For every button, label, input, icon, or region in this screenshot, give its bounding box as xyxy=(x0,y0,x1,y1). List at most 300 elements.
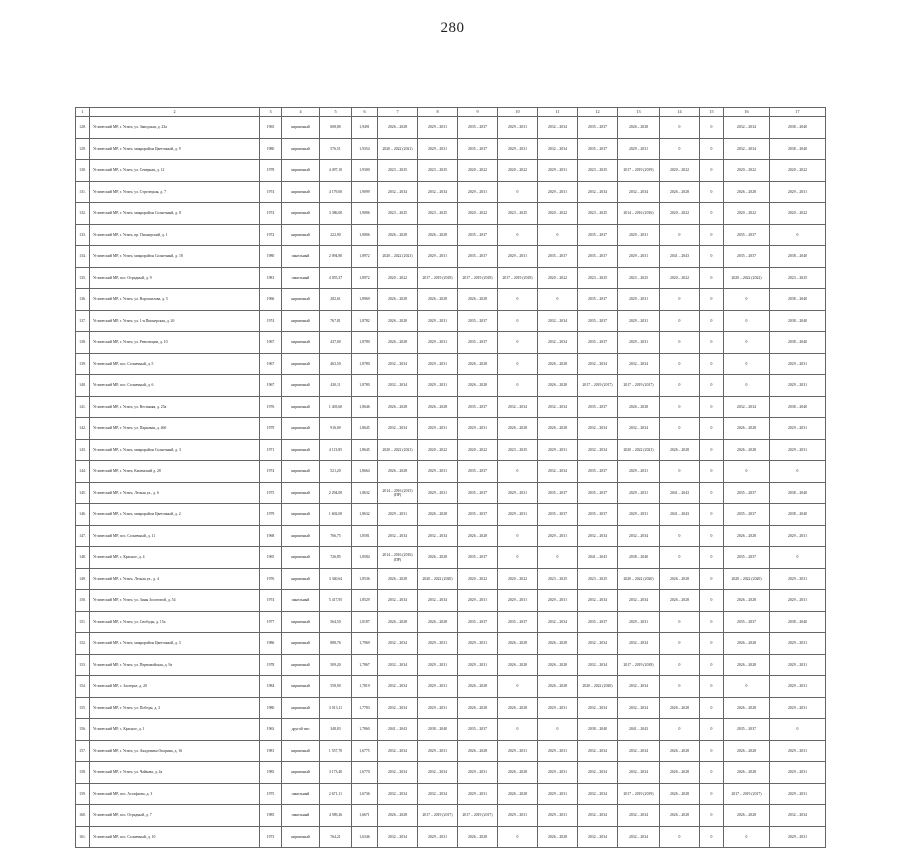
table-cell: 2029 – 2031 xyxy=(418,655,458,676)
table-cell: 0 xyxy=(660,139,700,160)
table-row xyxy=(76,762,826,784)
table-cell: 2026 – 2028 xyxy=(538,633,578,655)
table-cell: 159. xyxy=(76,784,90,805)
table-cell: 0 xyxy=(770,461,826,483)
table-cell: 2026 – 2028 xyxy=(458,289,498,311)
table-cell: панельный xyxy=(282,590,320,612)
table-cell: 2026 – 2028 xyxy=(498,633,538,655)
table-cell: 726,85 xyxy=(320,547,352,569)
table-cell: кирпичный xyxy=(282,397,320,418)
table-cell: 2032 – 2034 xyxy=(618,590,660,612)
column-number: 9 xyxy=(458,108,498,117)
table-cell: 767,81 xyxy=(320,311,352,332)
table-cell: 2041 – 2043 xyxy=(378,719,418,741)
table-cell: 2038 – 2040 xyxy=(418,719,458,741)
table-cell: 2017 – 2019 (2018) xyxy=(418,268,458,289)
table-row xyxy=(76,483,826,504)
table-cell: 2029 – 2031 xyxy=(418,354,458,375)
table-cell: 1968 xyxy=(260,526,282,547)
table-cell: 0 xyxy=(724,289,770,311)
table-cell: 1,6671 xyxy=(352,805,378,827)
address-cell: Углический МР, г. Углич, ул. Первомайская, д. 9а xyxy=(90,655,260,676)
table-row xyxy=(76,461,826,483)
table-cell: 139. xyxy=(76,354,90,375)
table-cell: 2035 – 2037 xyxy=(458,461,498,483)
table-cell: 2020 – 2022 xyxy=(458,440,498,461)
table-cell: 2026 – 2028 xyxy=(378,805,418,827)
address-cell: Углический МР, пос. Солнечный, д. 10 xyxy=(90,827,260,848)
table-cell: 2026 – 2028 xyxy=(418,547,458,569)
table-cell: 0 xyxy=(498,311,538,332)
table-row xyxy=(76,633,826,655)
table-cell: 137. xyxy=(76,311,90,332)
table-cell: 2026 – 2028 xyxy=(418,225,458,246)
table-cell: 764,21 xyxy=(320,827,352,848)
column-number: 8 xyxy=(418,108,458,117)
table-cell: 2029 – 2031 xyxy=(770,633,826,655)
table-cell: 2032 – 2034 xyxy=(378,762,418,784)
table-cell: 0 xyxy=(660,612,700,633)
table-cell: 1978 xyxy=(260,160,282,182)
table-cell: кирпичный xyxy=(282,354,320,375)
table-cell: 0 xyxy=(724,827,770,848)
table-cell: 2029 – 2031 xyxy=(498,504,538,526)
table-cell: 2035 – 2037 xyxy=(724,246,770,268)
table-cell: 2020 – 2022 xyxy=(498,569,538,590)
table-cell: 2029 – 2031 xyxy=(458,655,498,676)
table-cell: 1965 xyxy=(260,547,282,569)
table-cell: 2020 – 2022 xyxy=(770,160,826,182)
table-cell: 3 386,00 xyxy=(320,203,352,225)
table-cell: 1,8581 xyxy=(352,526,378,547)
table-row xyxy=(76,418,826,440)
table-cell: кирпичный xyxy=(282,483,320,504)
table-cell: 1,8536 xyxy=(352,569,378,590)
table-cell: 2029 – 2031 xyxy=(538,526,578,547)
table-cell: 2032 – 2034 xyxy=(578,633,618,655)
table-cell: 2026 – 2028 xyxy=(724,182,770,203)
table-cell: 2035 – 2037 xyxy=(578,332,618,354)
table-cell: кирпичный xyxy=(282,741,320,762)
table-row xyxy=(76,203,826,225)
table-cell: 2026 – 2028 xyxy=(660,698,700,719)
table-cell: 2032 – 2034 xyxy=(538,397,578,418)
table-cell: 2029 – 2031 xyxy=(538,741,578,762)
table-cell: 2035 – 2037 xyxy=(578,311,618,332)
table-cell: 1,9300 xyxy=(352,160,378,182)
table-cell: 156. xyxy=(76,719,90,741)
table-cell: 2029 – 2031 xyxy=(770,418,826,440)
table-cell: 0 xyxy=(660,676,700,698)
table-cell: 4 497,10 xyxy=(320,160,352,182)
table-cell: 2020 – 2022 (2021) xyxy=(378,139,418,160)
table-cell: 2032 – 2034 xyxy=(578,354,618,375)
address-cell: Углический МР, г. Углич, Лесная ул., д. 6 xyxy=(90,483,260,504)
table-cell: 1,9006 xyxy=(352,203,378,225)
table-cell: 2 094,80 xyxy=(320,246,352,268)
table-cell: 0 xyxy=(724,676,770,698)
table-cell: 0 xyxy=(700,246,724,268)
table-cell: 2035 – 2037 xyxy=(724,719,770,741)
table-cell: 2032 – 2034 xyxy=(378,375,418,397)
table-cell: 0 xyxy=(700,225,724,246)
table-cell: 0 xyxy=(700,784,724,805)
table-cell: 0 xyxy=(724,311,770,332)
table-cell: 2032 – 2034 xyxy=(618,676,660,698)
table-cell: панельный xyxy=(282,246,320,268)
table-cell: 2038 – 2040 xyxy=(770,117,826,139)
table-cell: 2026 – 2028 xyxy=(724,741,770,762)
table-cell: 2029 – 2031 xyxy=(770,784,826,805)
address-cell: Углический МР, г. Углич, Лесная ул., д. 4 xyxy=(90,569,260,590)
table-cell: 2029 – 2031 xyxy=(770,676,826,698)
table-cell: 130. xyxy=(76,160,90,182)
table-cell: 2017 – 2019 (2019) xyxy=(618,784,660,805)
table-cell: 2041 – 2043 xyxy=(578,547,618,569)
table-cell: 2026 – 2028 xyxy=(724,418,770,440)
table-cell: 3 173,40 xyxy=(320,762,352,784)
table-cell: 2032 – 2034 xyxy=(378,655,418,676)
table-cell: 1976 xyxy=(260,569,282,590)
table-cell: 152. xyxy=(76,633,90,655)
table-row xyxy=(76,526,826,547)
table-cell: 2026 – 2028 xyxy=(660,569,700,590)
table-cell: 2029 – 2031 xyxy=(498,246,538,268)
table-cell: 2026 – 2028 xyxy=(458,827,498,848)
table-cell: 2029 – 2031 xyxy=(538,160,578,182)
table-cell: кирпичный xyxy=(282,547,320,569)
table-cell: 2026 – 2028 xyxy=(378,332,418,354)
table-cell: 2023 – 2025 xyxy=(498,203,538,225)
table-cell: 2038 – 2040 xyxy=(770,332,826,354)
table-cell: 150. xyxy=(76,590,90,612)
table-cell: 131. xyxy=(76,182,90,203)
table-cell: 2032 – 2034 xyxy=(724,397,770,418)
table-row xyxy=(76,246,826,268)
table-cell: 2032 – 2034 xyxy=(578,418,618,440)
table-cell: 0 xyxy=(498,375,538,397)
table-cell: 2020 – 2022 xyxy=(498,160,538,182)
table-cell: 2023 – 2025 xyxy=(538,569,578,590)
table-cell: 2026 – 2028 xyxy=(378,461,418,483)
table-row xyxy=(76,547,826,569)
table-cell: 1,7867 xyxy=(352,655,378,676)
table-cell: 1979 xyxy=(260,504,282,526)
table-cell: 0 xyxy=(700,655,724,676)
table-cell: 0 xyxy=(700,676,724,698)
table-cell: 2035 – 2037 xyxy=(538,483,578,504)
table-cell: 2035 – 2037 xyxy=(458,117,498,139)
table-cell: 1980 xyxy=(260,698,282,719)
table-row xyxy=(76,655,826,676)
table-cell: 463,50 xyxy=(320,354,352,375)
table-cell: 2032 – 2034 xyxy=(378,741,418,762)
table-cell: 2032 – 2034 xyxy=(618,698,660,719)
table-row xyxy=(76,612,826,633)
table-cell: кирпичный xyxy=(282,827,320,848)
address-cell: Углический МР, г. Углич, ул. Победы, д. 3 xyxy=(90,698,260,719)
table-cell: 2017 – 2019 (2017) xyxy=(618,375,660,397)
table-cell: 2038 – 2040 xyxy=(770,504,826,526)
table-cell: 2029 – 2031 xyxy=(618,225,660,246)
page-number: 280 xyxy=(440,20,465,36)
address-cell: Углический МР, г. Углич, ул. Чайкова, д. 4а xyxy=(90,762,260,784)
table-cell: 2029 – 2031 xyxy=(618,483,660,504)
table-cell: 1967 xyxy=(260,332,282,354)
table-cell: 2035 – 2037 xyxy=(724,547,770,569)
table-cell: 2032 – 2034 xyxy=(618,418,660,440)
table-cell: 1,7969 xyxy=(352,633,378,655)
table-cell: 149. xyxy=(76,569,90,590)
table-cell: 2026 – 2028 xyxy=(724,805,770,827)
table-cell: 0 xyxy=(660,311,700,332)
table-cell: 2041 – 2043 xyxy=(618,719,660,741)
table-row xyxy=(76,139,826,160)
table-cell: 2029 – 2031 xyxy=(770,590,826,612)
table-cell: 1974 xyxy=(260,182,282,203)
table-cell: 2023 – 2025 xyxy=(418,203,458,225)
address-cell: Углический МР, с. Красное, д. 1 xyxy=(90,719,260,741)
table-row xyxy=(76,311,826,332)
table-cell: 2 671,11 xyxy=(320,784,352,805)
table-cell: 4 589,26 xyxy=(320,805,352,827)
table-cell: 134. xyxy=(76,246,90,268)
table-cell: 1,8969 xyxy=(352,289,378,311)
table-cell: 0 xyxy=(724,354,770,375)
table-cell: 2035 – 2037 xyxy=(578,225,618,246)
table-cell: 2029 – 2031 xyxy=(618,612,660,633)
table-cell: 2029 – 2031 xyxy=(618,139,660,160)
address-cell: Углический МР, г. Углич, ул. Зины Золотовой, д. 54 xyxy=(90,590,260,612)
table-cell: 1967 xyxy=(260,354,282,375)
table-cell: 2029 – 2031 xyxy=(458,784,498,805)
table-cell: 2023 – 2025 xyxy=(770,268,826,289)
table-cell: 2029 – 2031 xyxy=(458,418,498,440)
table-cell: 2020 – 2022 xyxy=(660,203,700,225)
table-cell: 2035 – 2037 xyxy=(458,225,498,246)
table-cell: 2020 – 2022 xyxy=(538,203,578,225)
table-cell: 2020 – 2022 xyxy=(660,160,700,182)
table-cell: 2029 – 2031 xyxy=(538,805,578,827)
table-cell: 576,51 xyxy=(320,139,352,160)
table-cell: 2020 – 2022 xyxy=(418,440,458,461)
table-cell: 2032 – 2034 xyxy=(578,784,618,805)
column-number: 1 xyxy=(76,108,90,117)
table-cell: 2029 – 2031 xyxy=(538,182,578,203)
table-cell: 2023 – 2025 xyxy=(578,569,618,590)
table-cell: 2032 – 2034 xyxy=(578,655,618,676)
table-cell: 2029 – 2031 xyxy=(538,440,578,461)
table-cell: 2032 – 2034 xyxy=(578,805,618,827)
table-cell: 1,6736 xyxy=(352,784,378,805)
table-cell: 2035 – 2037 xyxy=(538,504,578,526)
table-cell: 2029 – 2031 xyxy=(538,698,578,719)
table-cell: 1,7783 xyxy=(352,698,378,719)
table-cell: кирпичный xyxy=(282,225,320,246)
table-cell: 1972 xyxy=(260,225,282,246)
table-cell: 1980 xyxy=(260,246,282,268)
address-cell: Углический МР, пос. Отрадный, д. 9 xyxy=(90,268,260,289)
table-cell: 2038 – 2040 xyxy=(578,719,618,741)
table-cell: 1,8529 xyxy=(352,590,378,612)
table-cell: 2035 – 2037 xyxy=(458,332,498,354)
table-cell: 2029 – 2031 xyxy=(618,289,660,311)
table-cell: 0 xyxy=(660,655,700,676)
table-cell: 2026 – 2028 xyxy=(538,418,578,440)
table-cell: 2029 – 2031 xyxy=(538,590,578,612)
table-cell: 2023 – 2025 xyxy=(578,160,618,182)
table-cell: 1978 xyxy=(260,655,282,676)
table-cell: 2032 – 2034 xyxy=(418,526,458,547)
table-cell: 2026 – 2028 xyxy=(538,655,578,676)
address-cell: Углический МР, г. Углич, микрорайон Солнечный, д. 3 xyxy=(90,440,260,461)
table-cell: 0 xyxy=(700,160,724,182)
table-row xyxy=(76,375,826,397)
table-cell: панельный xyxy=(282,784,320,805)
table-cell: 2029 – 2031 xyxy=(418,827,458,848)
table-cell: 1974 xyxy=(260,461,282,483)
table-cell: 2035 – 2037 xyxy=(578,397,618,418)
table-cell: кирпичный xyxy=(282,461,320,483)
table-cell: 1966 xyxy=(260,289,282,311)
address-cell: Углический МР, г. Углич, ул. Весенняя, д. 25а xyxy=(90,397,260,418)
table-cell: 2032 – 2034 xyxy=(770,805,826,827)
table-cell: 2026 – 2028 xyxy=(458,741,498,762)
table-cell: кирпичный xyxy=(282,203,320,225)
table-cell: 0 xyxy=(660,827,700,848)
table-cell: 2029 – 2031 xyxy=(618,332,660,354)
table-cell: 2032 – 2034 xyxy=(538,612,578,633)
table-cell: 1,8780 xyxy=(352,375,378,397)
table-cell: кирпичный xyxy=(282,569,320,590)
table-cell: кирпичный xyxy=(282,160,320,182)
table-row xyxy=(76,117,826,139)
table-cell: 129. xyxy=(76,139,90,160)
table-cell: 143. xyxy=(76,440,90,461)
table-row xyxy=(76,784,826,805)
table-cell: 161. xyxy=(76,827,90,848)
address-cell: Углический МР, г. Углич, ул. Парковая, д. 46б xyxy=(90,418,260,440)
table-cell: кирпичный xyxy=(282,655,320,676)
table-cell: 2026 – 2028 xyxy=(498,784,538,805)
table-cell: 1,9491 xyxy=(352,117,378,139)
address-cell: Углический МР, г. Углич, ул. Ворошилова, д. 5 xyxy=(90,289,260,311)
table-cell: 0 xyxy=(700,590,724,612)
table-cell: кирпичный xyxy=(282,676,320,698)
table-cell: 2029 – 2031 xyxy=(770,440,826,461)
table-cell: 2032 – 2034 xyxy=(538,311,578,332)
table-cell: 2023 – 2025 xyxy=(378,160,418,182)
address-cell: Углический МР, пос. Солнечный, д. 11 xyxy=(90,526,260,547)
address-cell: Углический МР, с. Заозерье, д. 20 xyxy=(90,676,260,698)
table-cell: 2026 – 2028 xyxy=(660,741,700,762)
table-cell: 2029 – 2031 xyxy=(378,504,418,526)
table-cell: 2041 – 2043 xyxy=(660,504,700,526)
table-cell: 147. xyxy=(76,526,90,547)
table-cell: 142. xyxy=(76,418,90,440)
table-cell: 2017 – 2019 (2017) xyxy=(578,375,618,397)
table-cell: 2035 – 2037 xyxy=(458,504,498,526)
table-cell: 2026 – 2028 xyxy=(418,612,458,633)
address-cell: Углический МР, г. Углич, пр. Пионерский, д. 1 xyxy=(90,225,260,246)
table-cell: 2032 – 2034 xyxy=(418,182,458,203)
table-cell: 2023 – 2025 xyxy=(418,160,458,182)
table-cell: 558,90 xyxy=(320,676,352,698)
table-cell: 132. xyxy=(76,203,90,225)
table-cell: 2020 – 2022 xyxy=(378,268,418,289)
table-cell: 1981 xyxy=(260,741,282,762)
table-cell: 2029 – 2031 xyxy=(770,698,826,719)
table-cell: 2029 – 2031 xyxy=(618,246,660,268)
table-cell: 138. xyxy=(76,332,90,354)
table-cell: 5 417,95 xyxy=(320,590,352,612)
table-cell: 1,7819 xyxy=(352,676,378,698)
table-cell: 2032 – 2034 xyxy=(724,117,770,139)
table-cell: 2020 – 2022 (2021) xyxy=(618,440,660,461)
table-cell: 128. xyxy=(76,117,90,139)
table-cell: 0 xyxy=(700,569,724,590)
table-row xyxy=(76,590,826,612)
table-cell: 2029 – 2031 xyxy=(618,311,660,332)
table-cell: 2020 – 2022 (2022) xyxy=(724,268,770,289)
table-cell: 2029 – 2031 xyxy=(418,139,458,160)
table-cell: 2026 – 2028 xyxy=(538,676,578,698)
table-cell: 2038 – 2040 xyxy=(770,483,826,504)
table-row xyxy=(76,397,826,418)
table-cell: 2038 – 2040 xyxy=(770,397,826,418)
table-cell: 2029 – 2031 xyxy=(770,762,826,784)
table-cell: 2026 – 2028 xyxy=(498,655,538,676)
table-cell: 0 xyxy=(700,311,724,332)
table-cell: 2023 – 2025 xyxy=(378,203,418,225)
table-cell: 2032 – 2034 xyxy=(538,332,578,354)
table-cell: 0 xyxy=(498,289,538,311)
table-cell: 2029 – 2031 xyxy=(418,375,458,397)
table-cell: 2038 – 2040 xyxy=(770,246,826,268)
table-cell: 2029 – 2031 xyxy=(418,332,458,354)
table-cell: 2026 – 2028 xyxy=(660,805,700,827)
table-cell: другой тип xyxy=(282,719,320,741)
table-cell: 2020 – 2022 (2020) xyxy=(724,569,770,590)
table-cell: 2035 – 2037 xyxy=(498,612,538,633)
table-cell: 2029 – 2031 xyxy=(770,375,826,397)
table-cell: 1,6346 xyxy=(352,827,378,848)
table-cell: 2026 – 2028 xyxy=(378,311,418,332)
table-cell: 2017 – 2019 (2017) xyxy=(724,784,770,805)
table-cell: 2026 – 2028 xyxy=(724,440,770,461)
table-cell: 141. xyxy=(76,397,90,418)
table-cell: 2026 – 2028 xyxy=(660,440,700,461)
table-cell: 2038 – 2040 xyxy=(770,139,826,160)
table-cell: кирпичный xyxy=(282,418,320,440)
table-cell: 0 xyxy=(770,719,826,741)
table-cell: 2029 – 2031 xyxy=(770,354,826,375)
table-cell: 2032 – 2034 xyxy=(378,633,418,655)
table-cell: 2014 – 2016 (2015)(ПР) xyxy=(378,483,418,504)
table-cell: 0 xyxy=(700,440,724,461)
table-cell: 2038 – 2040 xyxy=(770,612,826,633)
table-cell: 0 xyxy=(498,827,538,848)
table-cell: 2026 – 2028 xyxy=(378,117,418,139)
table-cell: 2029 – 2031 xyxy=(770,569,826,590)
table-cell: 1,8664 xyxy=(352,461,378,483)
table-cell: 2026 – 2028 xyxy=(418,397,458,418)
table-cell: 160. xyxy=(76,805,90,827)
table-cell: 1 602,00 xyxy=(320,504,352,526)
address-cell: Углический МР, г. Углич, микрорайон Цветочный, д. 3 xyxy=(90,633,260,655)
table-cell: 2029 – 2031 xyxy=(770,827,826,848)
table-cell: 0 xyxy=(724,332,770,354)
